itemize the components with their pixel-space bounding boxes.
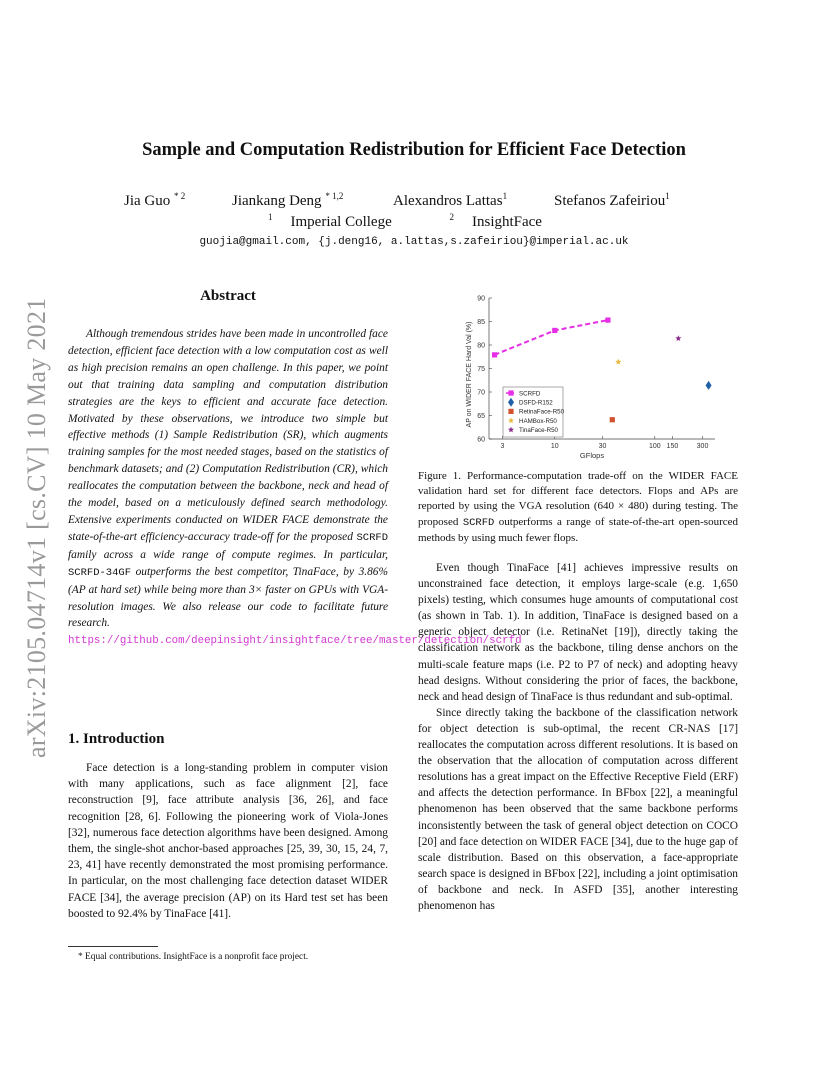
legend-label-dsfd-r152: DSFD-R152 [519, 399, 553, 407]
affiliation-1: $^1$ Imperial College [268, 212, 392, 230]
x-tick-label: 100 [648, 443, 661, 450]
legend-marker-retinaface-r50 [508, 409, 513, 414]
legend-label-hambox-r50: HAMBox-R50 [519, 417, 557, 425]
retinaface-r50-point [610, 417, 615, 422]
x-tick-label: 10 [550, 443, 559, 450]
x-tick-label: 300 [696, 443, 709, 450]
y-tick-label: 85 [477, 319, 485, 326]
legend-label-scrfd: SCRFD [519, 390, 541, 398]
abstract-body: Although tremendous strides have been made in uncontrolled face detection, efficient face detection with a low computation cost as well as high precision remains an open challenge. In this paper, we point out that training data sampling and computation distribution strategies are the keys to efficient and accurate face detection. Motivated by these observations, we introduce two simple but effective methods (1) Sample Redistribution (SR), which augments training samples for the most needed stages, based on the statistics of benchmark datasets; and (2) Computation Redistribution (CR), which reallocates the computation between the backbone, neck and head of the model, based on a meticulously defined search methodology. Extensive experiments conducted on WIDER FACE demonstrate the state-of-the-art efficiency-accuracy trade-off for the proposed SCRFD family across a wide range of compute regimes. In particular, SCRFD-34GF outperforms the best competitor, TinaFace, by 3.86% (AP at hard set) while being more than 3× faster on GPUs with VGA-resolution images. We also release our code to facilitate future research. https://github.com/deepinsight/insightface/tree/master/detection/scrfd [68, 328, 522, 648]
y-tick-label: 60 [477, 436, 485, 444]
y-tick-label: 90 [477, 295, 485, 303]
introduction-heading: 1. Introduction [68, 731, 165, 747]
figure-caption: Figure 1. Performance-computation trade-off on the WIDER FACE validation hard set for different face detectors. Flops and APs are reported by using the VGA resolution (640 × 480) during testing. The proposed SCRFD outperforms a range of state-of-the-art open-sourced methods by using much fewer flops. [418, 470, 739, 544]
paragraph-crnas: Since directly taking the backbone of the classification network for object detection is sub-optimal, the recent CR-NAS [17] reallocates the computation across different resolutions. It is based on the observation that the allocation of computation across different resolutions has a great impact on the Effective Receptive Field (ERF) and affects the detection performance. In BFbox [22], a meaningful phenomenon has been observed that the same backbone performs inconsistently between the task of general object detection on COCO [20] and face detection on WIDER FACE [34], due to the huge gap of scale distribution. Based on this observation, a face-appropriate search space is designed in BFbox [22], including a joint optimisation of backbone and neck. In ASFD [35], another interesting phenomenon has [418, 706, 738, 912]
legend-label-tinaface-r50: TinaFace-R50 [519, 427, 558, 435]
y-tick-label: 65 [477, 413, 485, 420]
y-tick-label: 70 [477, 389, 485, 397]
scrfd-line [495, 320, 608, 355]
y-tick-label: 80 [477, 342, 485, 350]
author-1: Jia Guo $^{* 2}$ [124, 191, 186, 209]
scrfd-point [552, 328, 557, 333]
performance-tradeoff-chart [460, 292, 720, 464]
x-axis-title: GFlops [579, 451, 605, 460]
legend-marker-scrfd [508, 390, 513, 395]
code-link[interactable]: https://github.com/deepinsight/insightface/tree/master/detection/scrfd [68, 635, 522, 648]
introduction-body: Face detection is a long-standing problem in computer vision with many applications, such as face alignment [2], face reconstruction [9], face attribute analysis [36, 26], and face recognition [28, 6]. Following the pioneering work of Viola-Jones [32], numerous face detection algorithms have been designed. Among them, the single-shot anchor-based approaches [25, 39, 30, 15, 24, 7, 23, 41] have recently demonstrated the most promising performance. In particular, on the most challenging face detection dataset WIDER FACE [34], the average precision (AP) on its Hard test set has been boosted to 92.4% by TinaFace [41]. [68, 762, 388, 920]
right-column-body [418, 560, 738, 914]
paper-title: Sample and Computation Redistribution for Efficient Face Detection [142, 140, 686, 160]
author-4: Stefanos Zafeiriou$^1$ [554, 191, 670, 209]
hambox-r50-point [615, 359, 621, 365]
tinaface-r50-point [675, 335, 681, 341]
dsfd-r152-point [706, 381, 712, 390]
footnote-divider [68, 946, 158, 947]
y-tick-label: 75 [477, 366, 485, 373]
abstract-heading: Abstract [200, 288, 256, 304]
author-2: Jiankang Deng $^{* 1,2}$ [232, 191, 344, 209]
legend-label-retinaface-r50: RetinaFace-R50 [519, 408, 565, 416]
paragraph-tinaface: Even though TinaFace [41] achieves impressive results on unconstrained face detection, it employs large-scale (e.g. 1,650 pixels) testing, which consumes huge amounts of computational cost (as shown in Tab. 1). In addition, TinaFace is designed based on a generic object detector (i.e. RetinaNet [19]), directly taking the classification network as the backbone, tiling dense anchors on the multi-scale feature maps (i.e. P2 to P7 of neck) and adopting heavy head designs. Without considering the prior of faces, the backbone, neck and head design of TinaFace is thus redundant and sub-optimal. [418, 562, 738, 703]
arxiv-identifier: arXiv:2105.04714v1 [cs.CV] 10 May 2021 [22, 297, 51, 758]
scrfd-point [492, 352, 497, 357]
scrfd-point [605, 317, 610, 322]
footnote: * Equal contributions. InsightFace is a nonprofit face project. [78, 952, 309, 962]
x-tick-label: 3 [500, 443, 505, 450]
y-axis-title: AP on WIDER FACE Hard Val (%) [466, 321, 473, 428]
author-emails: guojia@gmail.com, {j.deng16, a.lattas,s.zafeiriou}@imperial.ac.uk [199, 236, 629, 248]
affiliation-2: $^2$ InsightFace [449, 212, 542, 230]
x-tick-label: 150 [666, 443, 679, 450]
author-3: Alexandros Lattas$^1$ [393, 191, 508, 209]
x-tick-label: 30 [598, 443, 607, 450]
affiliations [0, 214, 828, 231]
